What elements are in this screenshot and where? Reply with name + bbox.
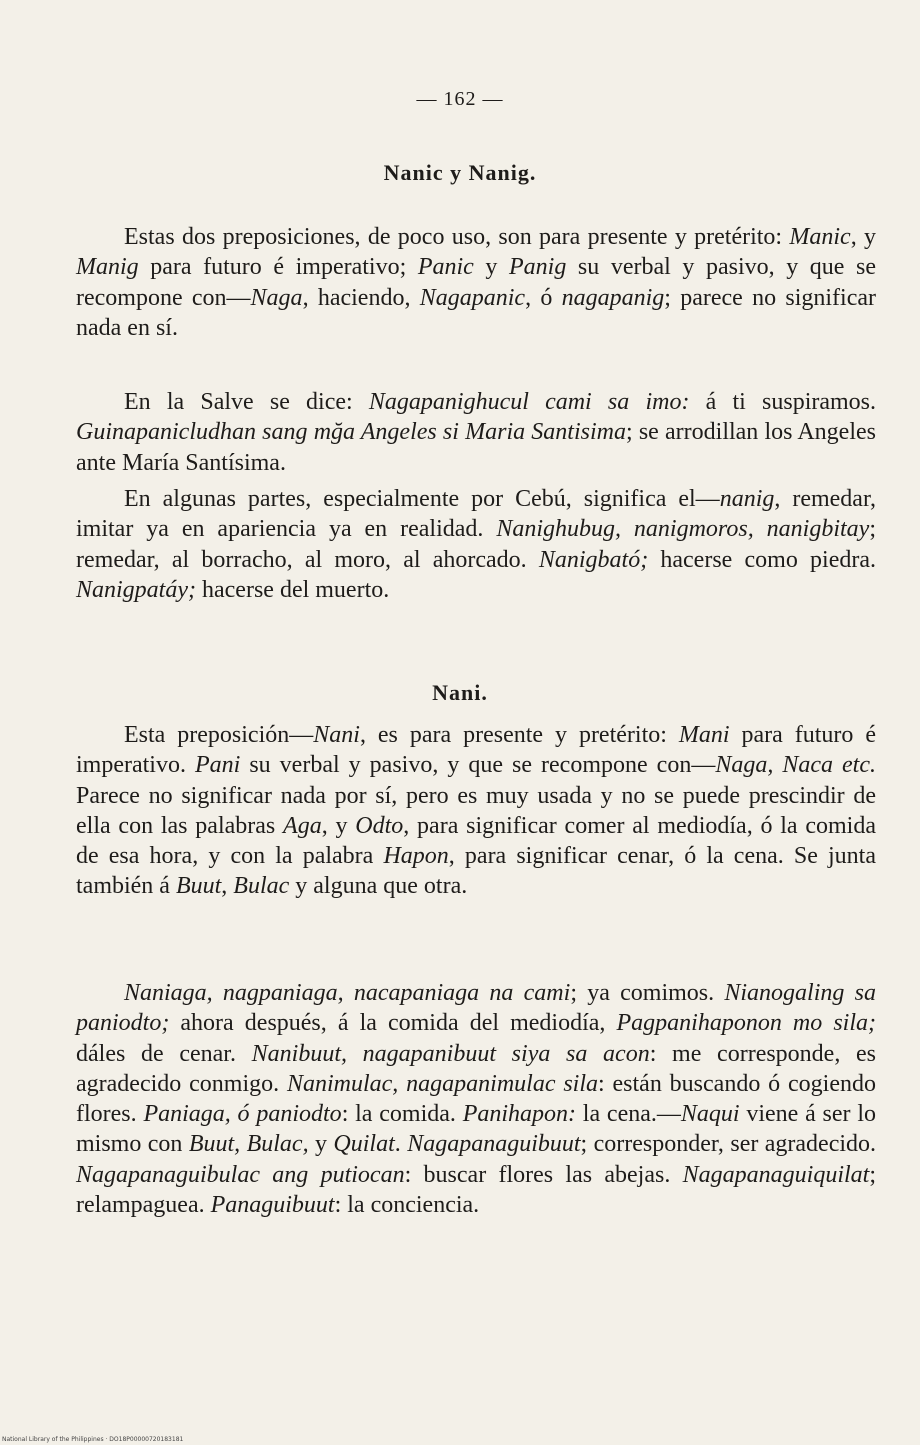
- paragraph-1: Estas dos preposiciones, de poco uso, son para presente y pretérito: Manic, y Manig para futuro é imperativo; Panic y Panig su verbal y pasivo, y que se recompone con—Naga, haciendo, Nagapanic, ó nagapanig; parece no significar nada en sí.: [76, 224, 877, 341]
- page-number: — 162 —: [416, 88, 504, 110]
- paragraph-4: Esta preposición—Nani, es para presente y pretérito: Mani para futuro é imperativo. Pani su verbal y pasivo, y que se recompone con—Naga, Naca etc. Parece no significar nada por sí, pero es muy usada y no se puede prescindir de ella con las palabras Aga, y Odto, para significar comer al mediodía, ó la comida de esa hora, y con la palabra Hapon, para significar cenar, ó la cena. Se junta también á Buut, Bulac y alguna que otra.: [76, 722, 876, 900]
- scan-footer: National Library of the Philippines · DO18P00000720183181: [2, 1436, 184, 1443]
- paragraph-5: Naniaga, nagpaniaga, nacapaniaga na cami; ya comimos. Nianogaling sa paniodto; ahora después, á la comida del mediodía, Pagpanihaponon mo sila; dáles de cenar. Nanibuut, nagapanibuut siya sa acon: me corresponde, es agradecido conmigo. Nanimulac, nagapanimulac sila: están buscando ó cogiendo flores. Paniaga, ó paniodto: la comida. Panihapon: la cena.—Naqui viene á ser lo mismo con Buut, Bulac, y Quilat. Nagapanaguibuut; corresponder, ser agradecido. Nagapanaguibulac ang putiocan: buscar flores las abejas. Nagapanaguiquilat; relampaguea. Panaguibuut: la conciencia.: [76, 980, 877, 1219]
- paragraph-2: En la Salve se dice: Nagapanighucul cami sa imo: á ti suspiramos. Guinapanicludhan sang mğa Angeles si Maria Santisima; se arrodillan los Angeles ante María Santísima.: [76, 389, 877, 476]
- section-heading-nanic-nanig: Nanic y Nanig.: [383, 160, 537, 185]
- section-heading-nani: Nani.: [432, 680, 488, 705]
- paragraph-3: En algunas partes, especialmente por Cebú, significa el—nanig, remedar, imitar ya en apariencia ya en realidad. Nanighubug, nanigmoros, nanigbitay; remedar, al borracho, al moro, al ahorcado. Nanigbató; hacerse como piedra. Nanigpatáy; hacerse del muerto.: [76, 486, 876, 603]
